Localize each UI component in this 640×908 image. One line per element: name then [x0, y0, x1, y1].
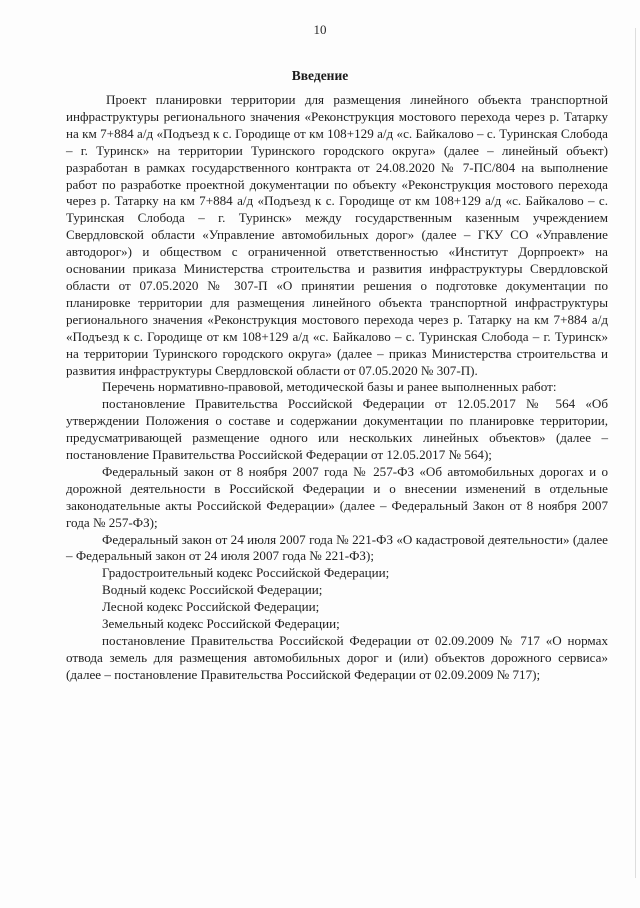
page-number: 10: [313, 22, 327, 37]
reference-item: Градостроительный кодекс Российской Федерации;: [102, 565, 390, 581]
reference-item: Земельный кодекс Российской Федерации;: [102, 616, 340, 632]
list-intro-paragraph: Перечень нормативно-правовой, методической базы и ранее выполненных работ:: [102, 379, 557, 395]
reference-item: постановление Правительства Российской Федерации от 02.09.2009 № 717 «О нормах отвода земель для размещения автомобильных дорог и (или) объектов дорожного сервиса» (далее – постановление Правительства Российской Федерации от 02.09.2009 № 717);: [66, 633, 608, 682]
intro-paragraph: Проект планировки территории для размещения линейного объекта транспортной инфраструктуры регионального значения «Реконструкция мостового перехода через р. Татарку на км 7+884 а/д «Подъезд к с. Городище от км 108+129 а/д «с. Байкалово – с. Туринская Слобода – г. Туринск» на территории Туринского городского округа» (далее – линейный объект) разработан в рамках государственного контракта от 24.08.2020 № 7-ПС/804 на выполнение работ по разработке проектной документации по объекту «Реконструкция мостового перехода через р. Татарку на км 7+884 а/д «Подъезд к с. Городище от км 108+129 а/д «с. Байкалово – с. Туринская Слобода – г. Туринск» между государственным казенным учреждением Свердловской области «Управление автомобильных дорог» (далее – ГКУ СО «Управление автодорог») и обществом с ограниченной ответственностью «Институт Дорпроект» на основании приказа Министерства строительства и развития инфраструктуры Свердловской области от 07.05.2020 № 307-П «О принятии решения о подготовке документации по планировке территории для размещения линейного объекта транспортной инфраструктуры регионального значения «Реконструкция мостового перехода через р. Татарку на км 7+884 а/д «Подъезд к с. Городище от км 108+129 а/д «с. Байкалово – с. Туринская Слобода – г. Туринск» на территории Туринского городского округа» (далее – приказ Министерства строительства и развития инфраструктуры Свердловской области от 07.05.2020 № 307-П).: [66, 92, 608, 378]
reference-item: Федеральный закон от 24 июля 2007 года № 221-ФЗ «О кадастровой деятельности» (далее – Федеральный закон от 24 июля 2007 года № 221-ФЗ);: [66, 531, 608, 564]
section-heading: Введение: [291, 68, 349, 83]
reference-item: Федеральный закон от 8 ноября 2007 года № 257-ФЗ «Об автомобильных дорогах и о дорожной деятельности в Российской Федерации и о внесении изменений в отдельные законодательные акты Российской Федерации» (далее – Федеральный Закон от 8 ноября 2007 года № 257-ФЗ);: [66, 463, 608, 530]
reference-item: постановление Правительства Российской Федерации от 12.05.2017 № 564 «Об утверждении Положения о составе и содержании документации по планировке территории, предусматривающей размещение одного или нескольких линейных объектов» (далее – постановление Правительства Российской Федерации от 12.05.2017 № 564);: [66, 396, 608, 463]
reference-item: Лесной кодекс Российской Федерации;: [102, 599, 320, 615]
scan-edge-line: [635, 28, 636, 878]
document-body: [66, 92, 608, 684]
reference-item: Водный кодекс Российской Федерации;: [102, 582, 323, 598]
